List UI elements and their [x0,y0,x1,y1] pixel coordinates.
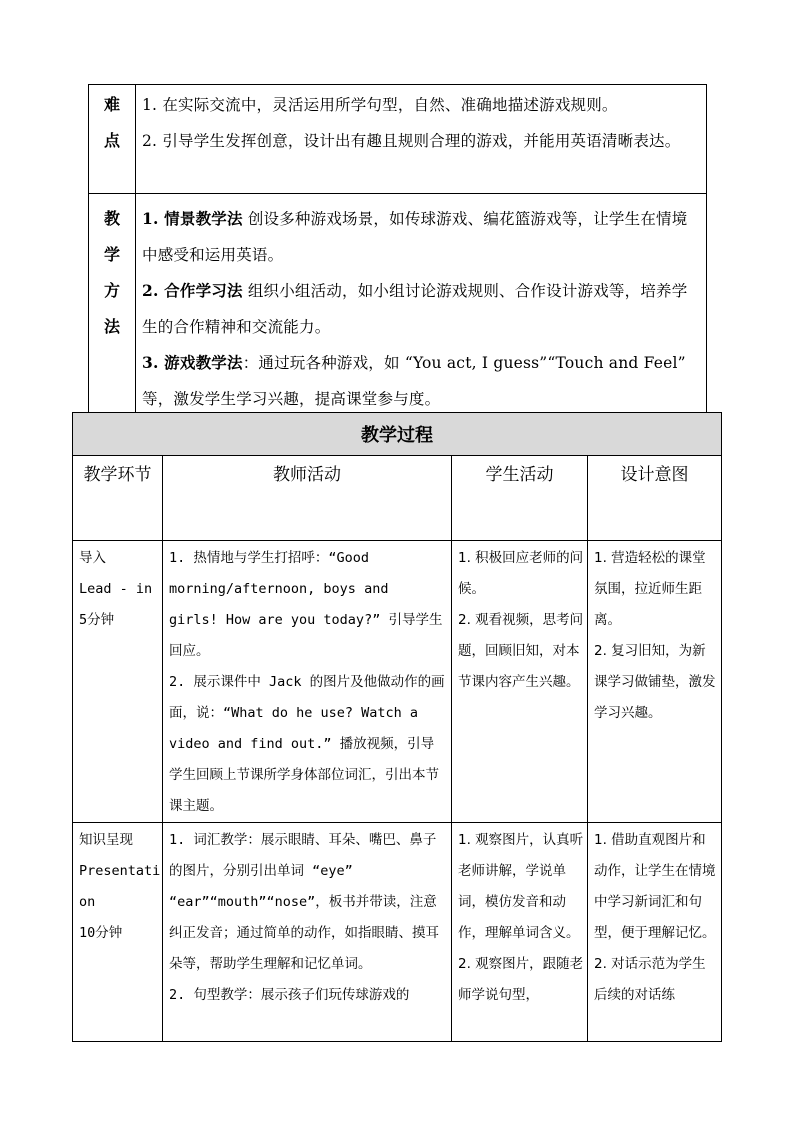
teaching-process-table [72,412,722,1042]
table-row [73,541,722,823]
methods-content [136,194,707,418]
stage-cell: 导入 Lead - in 5分钟 [73,541,163,823]
difficulty-item: 2. 引导学生发挥创意，设计出有趣且规则合理的游戏，并能用英语清晰表达。 [142,132,681,150]
method-item: 3. 游戏教学法：通过玩各种游戏，如 “You act, I guess”“Touch and Feel” 等，激发学生学习兴趣，提高课堂参与度。 [142,353,686,408]
header-teacher: 教师活动 [163,456,452,541]
difficulties-label: 难 点 [89,85,136,194]
header-stage: 教学环节 [73,456,163,541]
student-activity-cell: 1. 观察图片，认真听老师讲解，学说单词，模仿发音和动作，理解单词含义。 2. 观察图片，跟随老师学说句型， [452,823,588,1042]
teacher-activity-cell: 1. 词汇教学：展示眼睛、耳朵、嘴巴、鼻子的图片，分别引出单词 “eye” “ear”“mouth”“nose”，板书并带读，注意纠正发音；通过简单的动作，如指眼睛、摸耳朵等，帮助学生理解和记忆单词。 2. 句型教学：展示孩子们玩传球游戏的 [163,823,452,1042]
objectives-table [88,84,707,418]
header-student: 学生活动 [452,456,588,541]
design-intent-cell: 1. 营造轻松的课堂氛围，拉近师生距离。 2. 复习旧知，为新课学习做铺垫，激发学习兴趣。 [588,541,722,823]
teacher-activity-cell: 1. 热情地与学生打招呼：“Good morning/afternoon, boys and girls! How are you today?” 引导学生回应。 2. 展示课件中 Jack 的图片及他做动作的画面，说：“What do he use? Watch a video and find out.” 播放视频，引导学生回顾上节课所学身体部位词汇，引出本节课主题。 [163,541,452,823]
header-intent: 设计意图 [588,456,722,541]
method-item: 1. 情景教学法 创设多种游戏场景，如传球游戏、编花篮游戏等，让学生在情境中感受和运用英语。 [142,209,688,264]
methods-label: 教 学 方 法 [89,194,136,418]
student-activity-cell: 1. 积极回应老师的问候。 2. 观看视频，思考问题，回顾旧知，对本节课内容产生兴趣。 [452,541,588,823]
design-intent-cell: 1. 借助直观图片和动作，让学生在情境中学习新词汇和句型，便于理解记忆。 2. 对话示范为学生后续的对话练 [588,823,722,1042]
table-row [73,823,722,1042]
difficulty-item: 1. 在实际交流中，灵活运用所学句型，自然、准确地描述游戏规则。 [142,96,618,114]
stage-cell: 知识呈现 Presentation 10分钟 [73,823,163,1042]
method-item: 2. 合作学习法 组织小组活动，如小组讨论游戏规则、合作设计游戏等，培养学生的合作精神和交流能力。 [142,281,688,336]
difficulties-content [136,85,707,194]
process-title: 教学过程 [73,413,722,456]
